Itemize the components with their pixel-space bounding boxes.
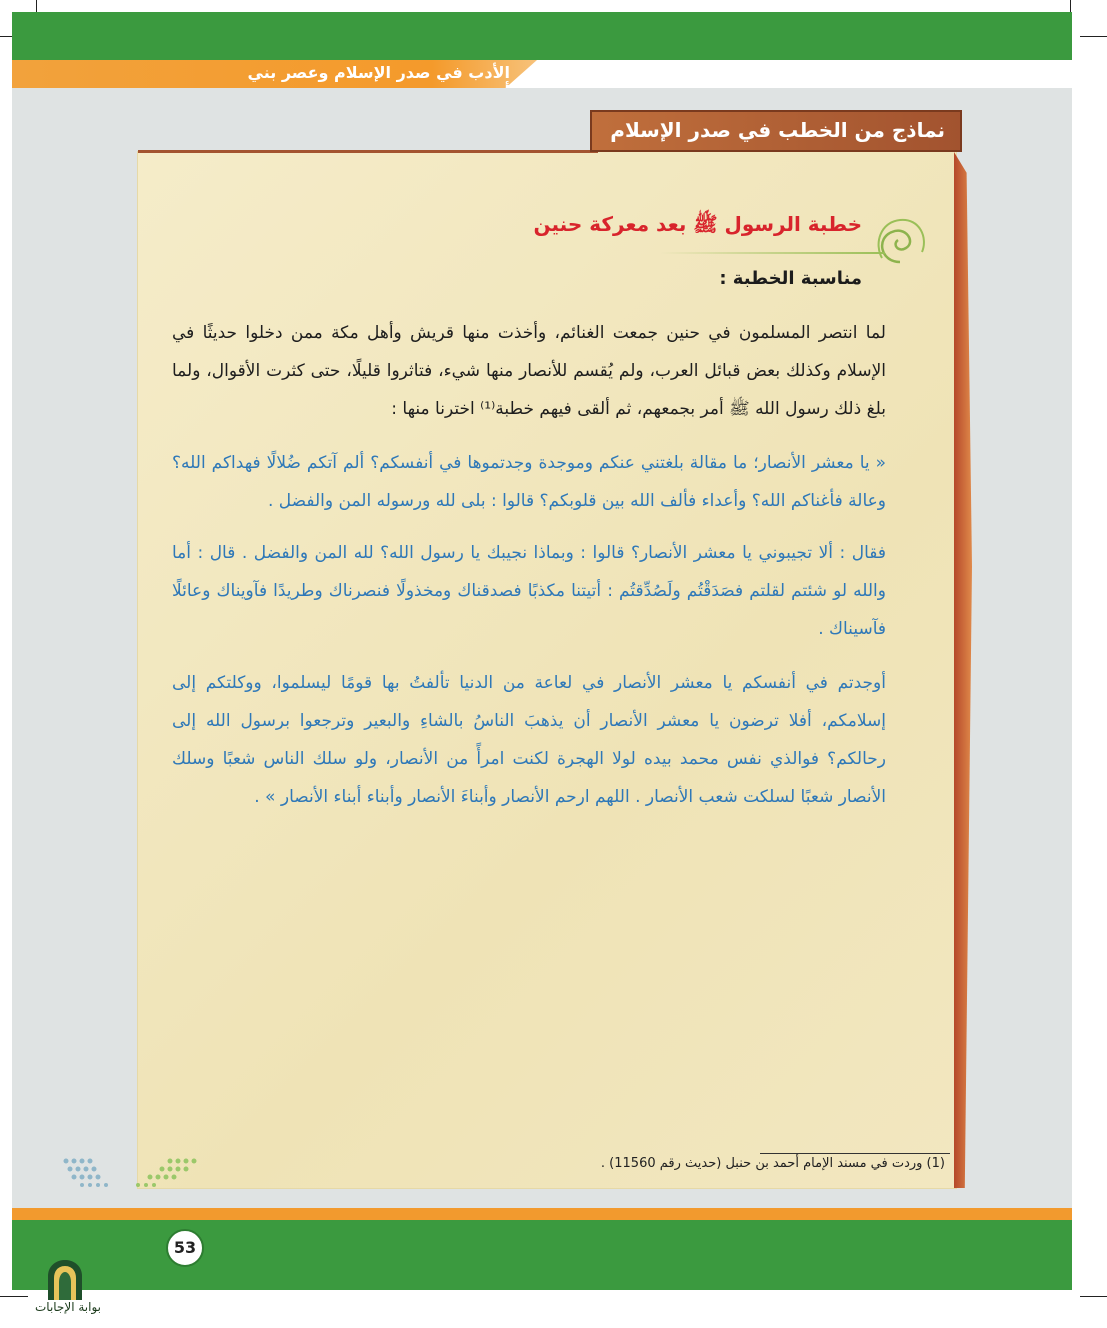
bottom-orange-band xyxy=(12,1208,1072,1220)
section-title-underline xyxy=(138,150,598,153)
crop-mark xyxy=(1080,36,1107,37)
speech-paragraph-2: فقال : ألا تجيبوني يا معشر الأنصار؟ قالوا : وبماذا نجيبك يا رسول الله؟ لله المن والفضل . قال : أما والله لو شئتم لقلتم فصَدَقْتُم ولَصُدِّقتُم : أتيتنا مكذبًا فصدقناك ومخذولًا فنصرناك وطريدًا فآويناك وعائلًا فآسيناك . xyxy=(172,543,886,639)
intro-paragraph: لما انتصر المسلمون في حنين جمعت الغنائم، وأخذت منها قريش وأهل مكة ممن دخلوا حديثًا في الإسلام وكذلك بعض قبائل العرب، ولم يُقسم للأنصار منها شيء، فتاثروا قليلًا، حتى كثرت الأقوال، ولما بلغ ذلك رسول الله ﷺ أمر بجمعهم، ثم ألقى فيهم خطبة⁽¹⁾ اخترنا منها : xyxy=(172,323,886,419)
speech-paragraph-3: أوجدتم في أنفسكم يا معشر الأنصار في لعاعة من الدنيا تألفتُ بها قومًا ليسلموا، ووكلتكم إلى إسلامكم، أفلا ترضون يا معشر الأنصار أن يذهبَ الناسُ بالشاءِ والبعير وترجعوا برسول الله إلى رحالكم؟ فوالذي نفس محمد بيده لولا الهجرة لكنت امرأً من الأنصار، ولو سلك الناس شعبًا وسلك الأنصار شعبًا لسلكت شعب الأنصار . اللهم ارحم الأنصار وأبناءَ الأنصار وأبناء أبناء الأنصار » . xyxy=(172,673,886,807)
footnote: (1) وردت في مسند الإمام أحمد بن حنبل (حديث رقم 11560) . xyxy=(600,1156,945,1171)
footnote-separator xyxy=(760,1153,950,1154)
page-number: 53 xyxy=(166,1229,204,1267)
watermark-text: بوابة الإجابات xyxy=(34,1300,101,1314)
speech-title: خطبة الرسول ﷺ بعد معركة حنين xyxy=(533,212,862,236)
chapter-title: الأدب في صدر الإسلام وعصر بني xyxy=(247,63,510,82)
occasion-heading: مناسبة الخطبة : xyxy=(719,268,862,289)
crop-mark xyxy=(0,1296,28,1297)
top-green-band xyxy=(12,12,1072,60)
speech-paragraph-1: « يا معشر الأنصار؛ ما مقالة بلغتني عنكم وموجدة وجدتموها في أنفسكم؟ ألم آتكم ضُلالًا فهداكم الله؟ وعالة فأغناكم الله؟ وأعداء فألف الله بين قلوبكم؟ قالوا : بلى لله ورسوله المن والفضل . xyxy=(172,453,886,511)
ministry-dots-logo-icon xyxy=(60,1155,200,1195)
crop-mark xyxy=(1080,1296,1107,1297)
swirl-ornament-icon xyxy=(870,204,930,274)
section-title: نماذج من الخطب في صدر الإسلام xyxy=(610,118,945,142)
answers-portal-logo-icon xyxy=(44,1258,86,1302)
swirl-underline xyxy=(660,252,885,254)
